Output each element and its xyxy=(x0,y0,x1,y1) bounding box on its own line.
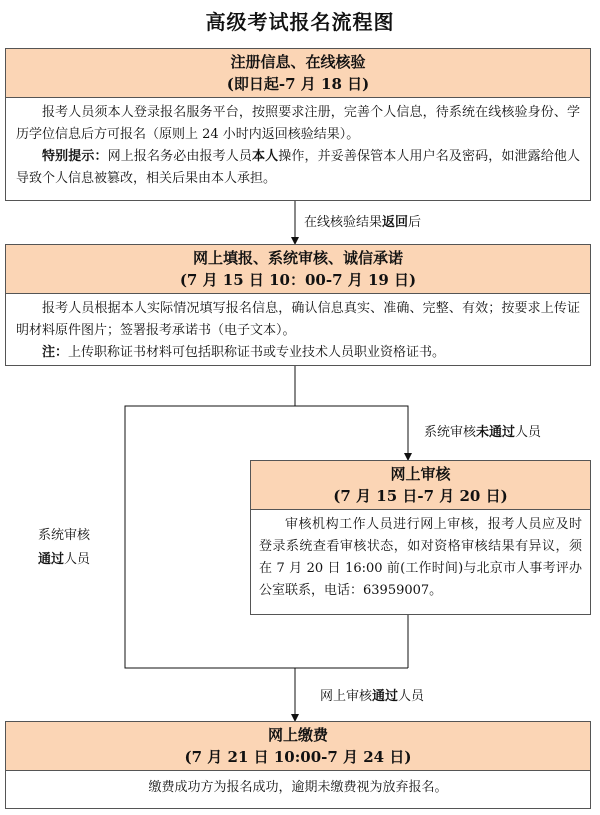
step1-dates: (即日起-7 月 18 日) xyxy=(226,75,370,93)
step1-header xyxy=(6,49,590,98)
fail-label-b: 人员 xyxy=(515,425,542,440)
arrow1-label-bold: 返回 xyxy=(382,215,409,230)
pass-label-line2 xyxy=(38,548,90,572)
step4-heading: 网上缴费 xyxy=(267,726,328,744)
arrow2-label-a: 网上审核 xyxy=(320,689,373,704)
step2-para: 报考人员根据本人实际情况填写报名信息，确认信息真实、准确、完整、有效；按要求上传证明材料原件图片；签署报考承诺书（电子文本）。 xyxy=(16,301,580,338)
step3-box xyxy=(250,460,591,615)
pass-label-line1: 系统审核 xyxy=(38,528,91,543)
pass-path-label xyxy=(38,524,90,572)
arrow2-label-b: 人员 xyxy=(398,689,425,704)
step3-header xyxy=(251,461,590,510)
step1-note-a: 网上报名务必由报考人员 xyxy=(107,149,252,164)
step2-note-text: 上传职称证书材料可包括职称证书或专业技术人员职业资格证书。 xyxy=(68,345,446,360)
step1-heading: 注册信息、在线核验 xyxy=(230,53,366,71)
arrow-fail-path xyxy=(295,406,408,460)
arrow1-label-b: 后 xyxy=(408,215,422,230)
step2-note-label: 注： xyxy=(42,345,69,360)
pass-label-b: 人员 xyxy=(64,552,91,567)
step4-body xyxy=(6,771,590,805)
step4-header xyxy=(6,722,590,771)
arrow2-label-bold: 通过 xyxy=(372,689,399,704)
step3-heading: 网上审核 xyxy=(390,465,451,483)
pass-label-bold: 通过 xyxy=(38,552,65,567)
step3-body xyxy=(251,510,590,606)
fail-path-label xyxy=(424,422,541,444)
step3-para: 审核机构工作人员进行网上审核，报考人员应及时登录系统查看审核状态，如对资格审核结果有异议，须在 7 月 20 日 16:00 前(工作时间)与北京市人事考评办公室联系，电话：63959007。 xyxy=(259,517,582,598)
fail-label-a: 系统审核 xyxy=(424,425,477,440)
step1-note-b: 操作，并妥善保管本人用户名及密码，如泄露给他人导致个人信息被篡改，相关后果由本人承担。 xyxy=(16,149,580,186)
step2-dates: (7 月 15 日 10：00-7 月 19 日) xyxy=(179,271,417,289)
step4-box xyxy=(5,721,591,809)
step2-header xyxy=(6,245,590,294)
arrow1-label xyxy=(304,212,421,234)
step2-heading: 网上填报、系统审核、诚信承诺 xyxy=(192,249,403,267)
step1-note-bold: 本人 xyxy=(251,149,279,164)
arrow1-label-a: 在线核验结果 xyxy=(304,215,383,230)
step2-body xyxy=(6,294,590,368)
step4-para: 缴费成功方为报名成功，逾期未缴费视为放弃报名。 xyxy=(148,780,448,795)
step1-para: 报考人员须本人登录报名服务平台，按照要求注册，完善个人信息，待系统在线核验身份、学历学位信息后方可报名（原则上 24 小时内返回核验结果）。 xyxy=(16,105,580,142)
step1-note xyxy=(16,146,580,190)
step3-dates: (7 月 15 日-7 月 20 日) xyxy=(333,487,508,505)
step4-dates: (7 月 21 日 10:00-7 月 24 日) xyxy=(184,748,412,766)
fail-label-bold: 未通过 xyxy=(476,425,516,440)
arrow2-label xyxy=(320,686,424,708)
step1-body xyxy=(6,98,590,194)
step2-note xyxy=(16,342,580,364)
page-title: 高级考试报名流程图 xyxy=(205,10,395,34)
step2-box xyxy=(5,244,591,366)
step1-note-label: 特别提示： xyxy=(42,149,108,164)
step1-box xyxy=(5,48,591,201)
